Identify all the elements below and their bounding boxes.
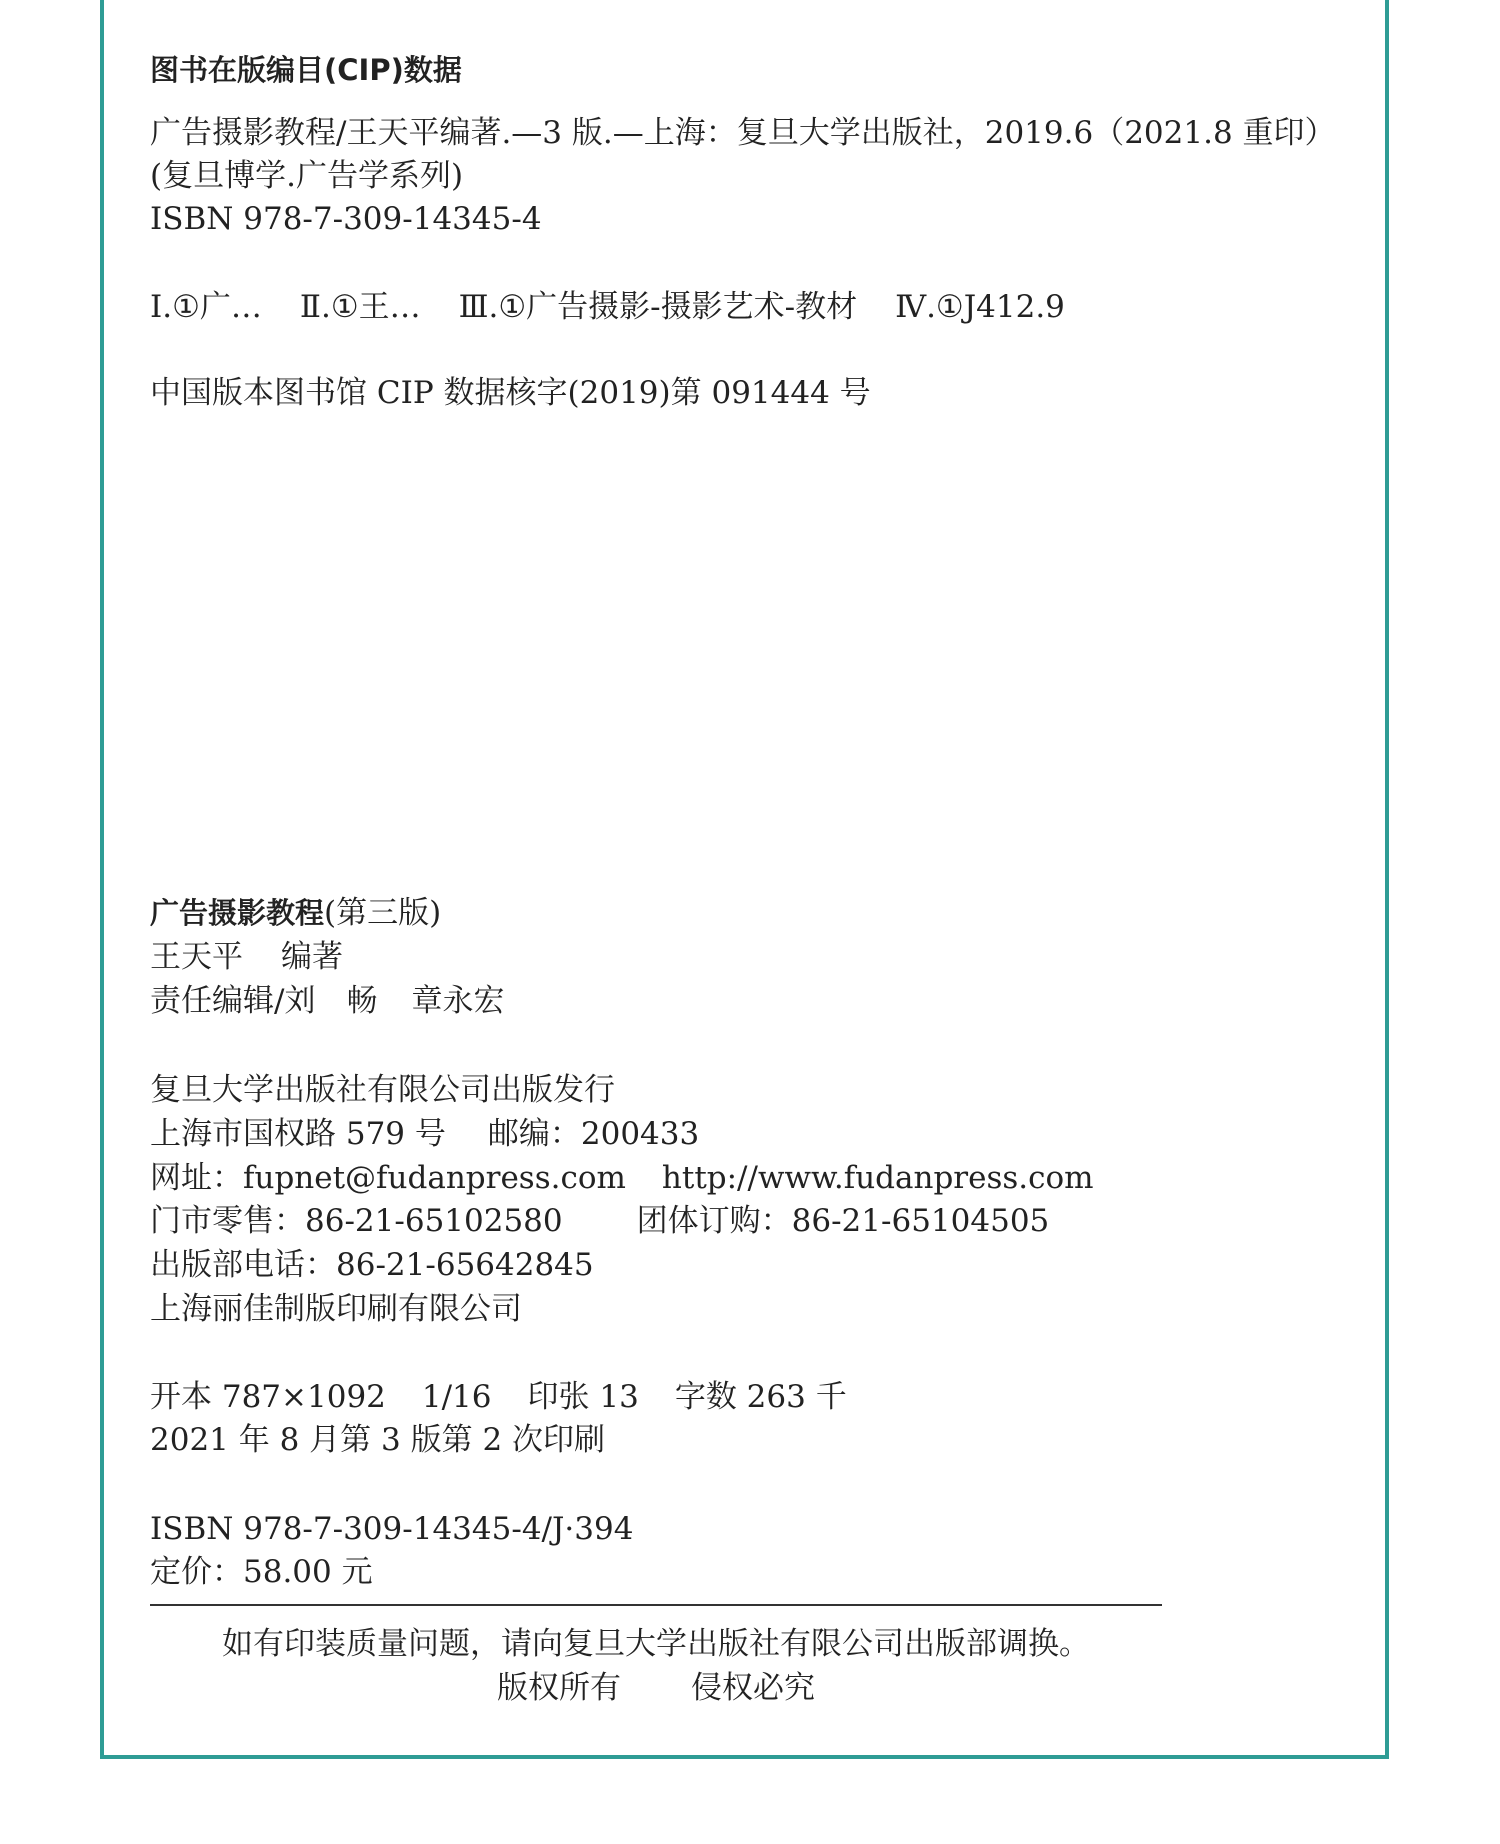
editor-2: 章永宏	[411, 983, 505, 1019]
rights-reserved: 版权所有	[497, 1670, 621, 1706]
publisher-group: 团体订购：86-21-65104505	[636, 1203, 1050, 1239]
rights-line	[150, 1668, 1162, 1708]
specs-line	[150, 1377, 847, 1417]
price: 定价：58.00 元	[150, 1554, 373, 1590]
editors-line	[150, 981, 504, 1021]
author-role: 编著	[281, 939, 343, 975]
book-edition: (第三版)	[324, 895, 442, 931]
spec-words: 字数 263 千	[674, 1379, 847, 1415]
author-name: 王天平	[150, 939, 243, 975]
publisher-name: 复旦大学出版社有限公司出版发行	[150, 1072, 615, 1108]
cip-isbn: ISBN 978-7-309-14345-4	[150, 201, 542, 237]
book-title: 广告摄影教程	[150, 896, 325, 930]
page-border	[100, 0, 1389, 1759]
publisher-postcode: 邮编：200433	[487, 1116, 700, 1152]
cip-classification	[150, 287, 1065, 327]
publisher-website: http://www.fudanpress.com	[661, 1160, 1094, 1196]
spec-fold: 1/16	[421, 1379, 492, 1415]
class-2: Ⅱ.①王…	[299, 289, 421, 325]
divider-rule	[150, 1604, 1162, 1606]
spec-format: 开本 787×1092	[150, 1379, 386, 1415]
class-1: Ⅰ.①广…	[150, 289, 262, 325]
class-4: Ⅳ.①J412.9	[895, 289, 1065, 325]
cip-series: (复旦博学.广告学系列)	[150, 158, 464, 194]
cip-heading: 图书在版编目(CIP)数据	[150, 53, 462, 87]
publisher-address-line	[150, 1114, 699, 1154]
publisher-email: 网址：fupnet@fudanpress.com	[150, 1160, 626, 1196]
printing-info: 2021 年 8 月第 3 版第 2 次印刷	[150, 1422, 606, 1458]
book-title-line	[150, 893, 441, 933]
publisher-address: 上海市国权路 579 号	[150, 1116, 446, 1152]
publisher-dept-phone: 出版部电话：86-21-65642845	[150, 1247, 594, 1283]
author-line	[150, 937, 343, 977]
exchange-notice: 如有印装质量问题，请向复旦大学出版社有限公司出版部调换。	[222, 1626, 1090, 1662]
publisher-phone-line	[150, 1201, 1049, 1241]
publisher-web-line	[150, 1158, 1094, 1198]
spec-sheets: 印张 13	[527, 1379, 639, 1415]
publisher-retail: 门市零售：86-21-65102580	[150, 1203, 563, 1239]
printer-name: 上海丽佳制版印刷有限公司	[150, 1291, 522, 1327]
cip-library-number: 中国版本图书馆 CIP 数据核字(2019)第 091444 号	[150, 375, 871, 411]
isbn-full: ISBN 978-7-309-14345-4/J·394	[150, 1511, 634, 1547]
piracy-warning: 侵权必究	[691, 1670, 815, 1706]
class-3: Ⅲ.①广告摄影-摄影艺术-教材	[458, 289, 858, 325]
cip-entry: 广告摄影教程/王天平编著.—3 版.—上海：复旦大学出版社，2019.6（2021.8 重印）	[150, 115, 1336, 151]
editors-label: 责任编辑/刘 畅	[150, 983, 378, 1019]
